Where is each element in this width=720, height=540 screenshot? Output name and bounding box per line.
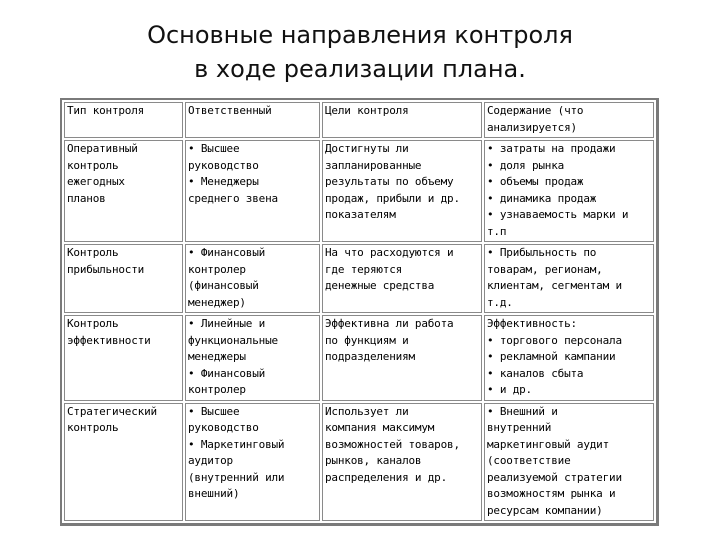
cell-line: • каналов сбыта	[487, 366, 584, 380]
cell-line: • узнаваемость марки и	[487, 208, 629, 221]
table-cell-content	[484, 403, 654, 522]
cell-line: возможностям рынка и	[487, 487, 616, 500]
table-row	[64, 140, 654, 242]
cell-line: Достигнуты ли	[325, 142, 409, 155]
control-table-body	[64, 102, 654, 521]
cell-line: • Внешний и	[487, 404, 558, 418]
cell-line: Контроль	[67, 246, 119, 259]
cell-line: планов	[67, 191, 106, 205]
table-cell-goals	[322, 140, 482, 242]
table-cell-content	[484, 140, 654, 242]
cell-line: Использует ли	[325, 404, 409, 418]
title-line-2: в ходе реализации плана.	[194, 55, 526, 83]
cell-line: • объемы продаж	[487, 175, 584, 188]
cell-line: по функциям и	[325, 333, 409, 347]
table-cell-responsible	[185, 102, 320, 138]
table-cell-goals	[322, 403, 482, 522]
cell-line: руководство	[188, 158, 259, 172]
cell-line: (внутренний или	[188, 470, 285, 484]
cell-line: рынков, каналов	[325, 454, 422, 467]
cell-line: маркетинговый аудит	[487, 437, 610, 451]
cell-line: товарам, регионам,	[487, 262, 603, 276]
table-row	[64, 315, 654, 401]
cell-line: • торгового персонала	[487, 333, 622, 347]
table-cell-goals	[322, 315, 482, 401]
cell-line: (соответствие	[487, 454, 571, 467]
cell-line: Стратегический	[67, 404, 157, 418]
cell-line: руководство	[188, 421, 259, 434]
cell-line: • Менеджеры	[188, 175, 259, 188]
cell-line: денежные средства	[325, 279, 435, 292]
table-cell-type	[64, 244, 183, 313]
table-cell-goals	[322, 102, 482, 138]
cell-line: Контроль	[67, 317, 119, 330]
cell-line: менеджер)	[188, 295, 246, 309]
cell-line: • и др.	[487, 383, 532, 396]
cell-line: реализуемой стратегии	[487, 470, 622, 484]
cell-line: • Прибыльность по	[487, 246, 597, 259]
table-cell-responsible	[185, 403, 320, 522]
control-table-frame	[60, 98, 659, 526]
cell-line: Цели контроля	[325, 104, 409, 117]
control-table	[62, 100, 656, 523]
cell-line: эффективности	[67, 333, 151, 347]
cell-line: • Высшее	[188, 404, 240, 418]
cell-line: Ответственный	[188, 104, 272, 117]
cell-line: контролер	[188, 262, 246, 276]
table-cell-responsible	[185, 244, 320, 313]
table-cell-responsible	[185, 315, 320, 401]
cell-line: где теряются	[325, 262, 403, 276]
table-cell-type	[64, 403, 183, 522]
cell-line: т.п	[487, 224, 507, 238]
cell-line: • Финансовый	[188, 366, 266, 380]
table-cell-type	[64, 140, 183, 242]
table-cell-type	[64, 102, 183, 138]
cell-line: контроль	[67, 158, 119, 172]
cell-line: • рекламной кампании	[487, 350, 616, 363]
table-cell-responsible	[185, 140, 320, 242]
table-row	[64, 244, 654, 313]
page-title	[0, 18, 720, 86]
cell-line: результаты по объему	[325, 175, 454, 188]
cell-line: компания максимум	[325, 421, 435, 434]
cell-line: • затраты на продажи	[487, 142, 616, 155]
cell-line: продаж, прибыли и др.	[325, 191, 460, 205]
table-cell-type	[64, 315, 183, 401]
cell-line: Оперативный	[67, 142, 138, 155]
cell-line: • динамика продаж	[487, 191, 597, 205]
cell-line: ежегодных	[67, 175, 125, 188]
cell-line: Эффективность:	[487, 317, 577, 330]
cell-line: внешний)	[188, 487, 240, 500]
table-cell-content	[484, 315, 654, 401]
table-row	[64, 403, 654, 522]
cell-line: контролер	[188, 383, 246, 396]
table-cell-content	[484, 244, 654, 313]
cell-line: функциональные	[188, 333, 278, 347]
cell-line: внутренний	[487, 421, 552, 434]
cell-line: аудитор	[188, 454, 233, 467]
cell-line: контроль	[67, 421, 119, 434]
cell-line: т.д.	[487, 295, 513, 309]
cell-line: распределения и др.	[325, 470, 448, 484]
cell-line: • Высшее	[188, 142, 240, 155]
cell-line: (финансовый	[188, 279, 259, 292]
title-line-1: Основные направления контроля	[147, 21, 573, 49]
cell-line: • Маркетинговый	[188, 437, 285, 451]
cell-line: возможностей товаров,	[325, 437, 460, 451]
cell-line: Эффективна ли работа	[325, 317, 454, 330]
cell-line: Содержание (что	[487, 104, 584, 117]
cell-line: клиентам, сегментам и	[487, 279, 622, 292]
cell-line: • Линейные и	[188, 317, 266, 330]
cell-line: менеджеры	[188, 350, 246, 363]
cell-line: анализируется)	[487, 120, 577, 134]
cell-line: запланированные	[325, 158, 422, 172]
cell-line: прибыльности	[67, 262, 145, 276]
cell-line: ресурсам компании)	[487, 503, 603, 517]
table-cell-content	[484, 102, 654, 138]
cell-line: • Финансовый	[188, 246, 266, 259]
cell-line: среднего звена	[188, 191, 278, 205]
table-header-row	[64, 102, 654, 138]
cell-line: На что расходуются и	[325, 246, 454, 259]
cell-line: подразделениям	[325, 350, 415, 363]
table-cell-goals	[322, 244, 482, 313]
cell-line: Тип контроля	[67, 104, 145, 117]
cell-line: показателям	[325, 208, 396, 221]
cell-line: • доля рынка	[487, 158, 565, 172]
